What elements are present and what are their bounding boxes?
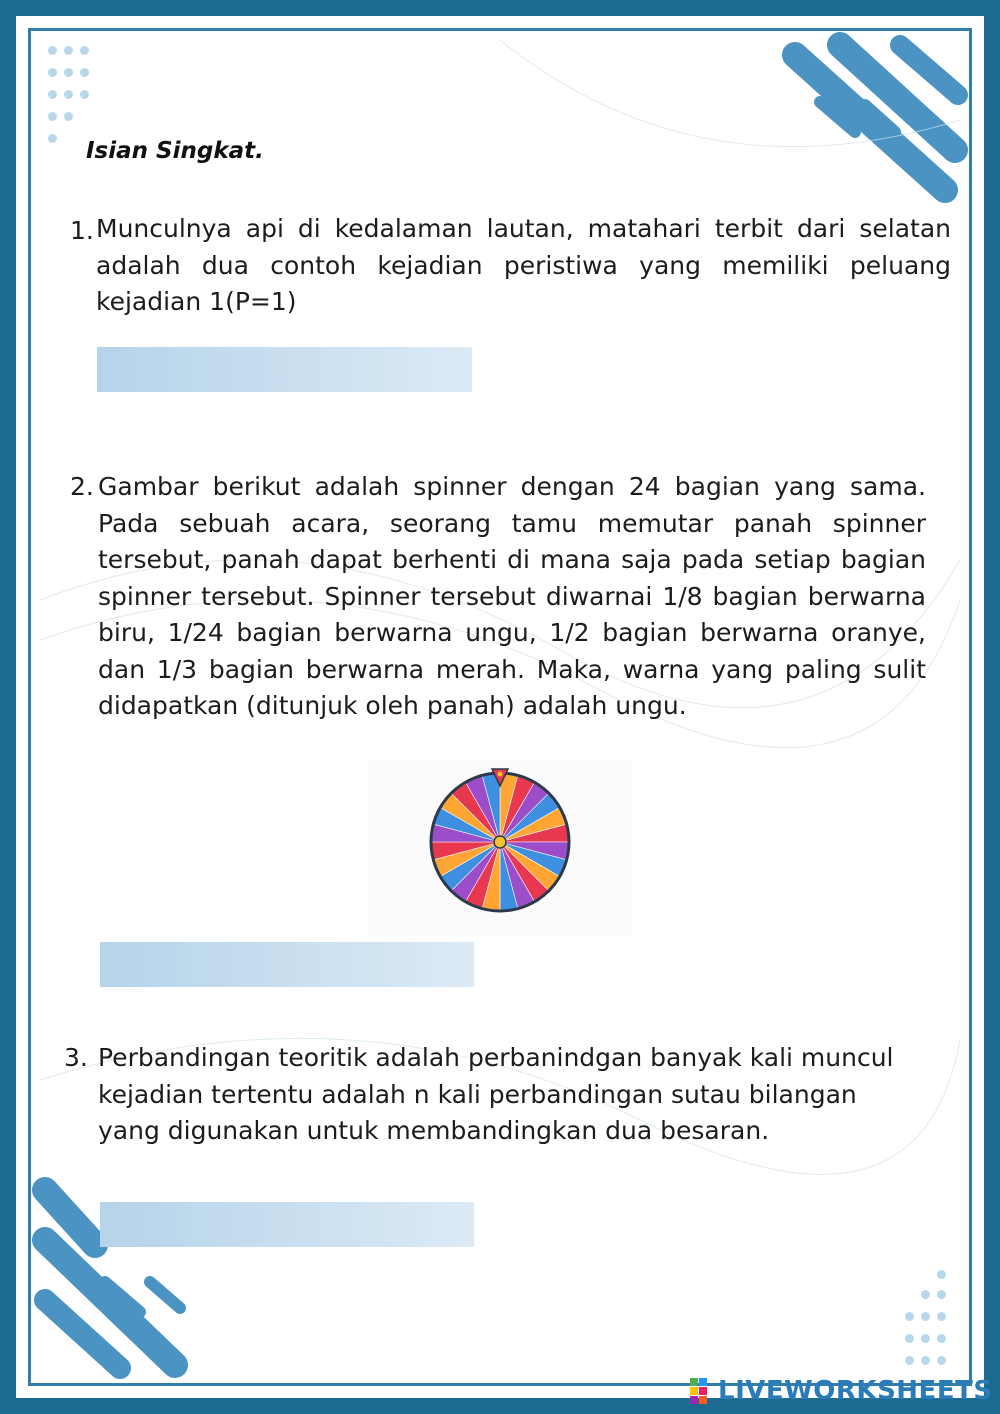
spinner-pointer-dot: [498, 772, 503, 777]
question-1-number: 1.: [70, 216, 94, 245]
spinner-center-icon: [494, 836, 506, 848]
question-3-number: 3.: [64, 1043, 88, 1072]
question-3-text: Perbandingan teoritik adalah perbanindgan banyak kali muncul kejadian tertentu adalah n kali perbandingan sutau bilangan yang digunakan untuk membandingkan dua besaran.: [98, 1043, 894, 1145]
section-heading: Isian Singkat.: [86, 138, 264, 164]
spinner-image: [368, 760, 632, 935]
answer-input-2[interactable]: [100, 942, 474, 987]
answer-input-1[interactable]: [97, 347, 472, 392]
answer-input-3[interactable]: [100, 1202, 474, 1247]
question-2-number: 2.: [70, 472, 94, 501]
question-2-text: Gambar berikut adalah spinner dengan 24 bagian yang sama. Pada sebuah acara, seorang tamu memutar panah spinner tersebut, panah dapat berhenti di mana saja pada setiap bagian spinner tersebut. Spinner tersebut diwarnai 1/8 bagian berwarna biru, 1/24 bagian berwarna ungu, 1/2 bagian berwarna oranye, dan 1/3 bagian berwarna merah. Maka, warna yang paling sulit didapatkan (ditunjuk oleh panah) adalah ungu.: [98, 472, 926, 720]
spinner-wheel: [368, 760, 632, 935]
liveworksheets-logo-icon: [690, 1378, 716, 1404]
liveworksheets-logo-text[interactable]: LIVEWORKSHEETS: [718, 1376, 993, 1406]
question-1-text: Munculnya api di kedalaman lautan, matahari terbit dari selatan adalah dua contoh kejadian peristiwa yang memiliki peluang kejadian 1(P=1): [96, 214, 951, 316]
